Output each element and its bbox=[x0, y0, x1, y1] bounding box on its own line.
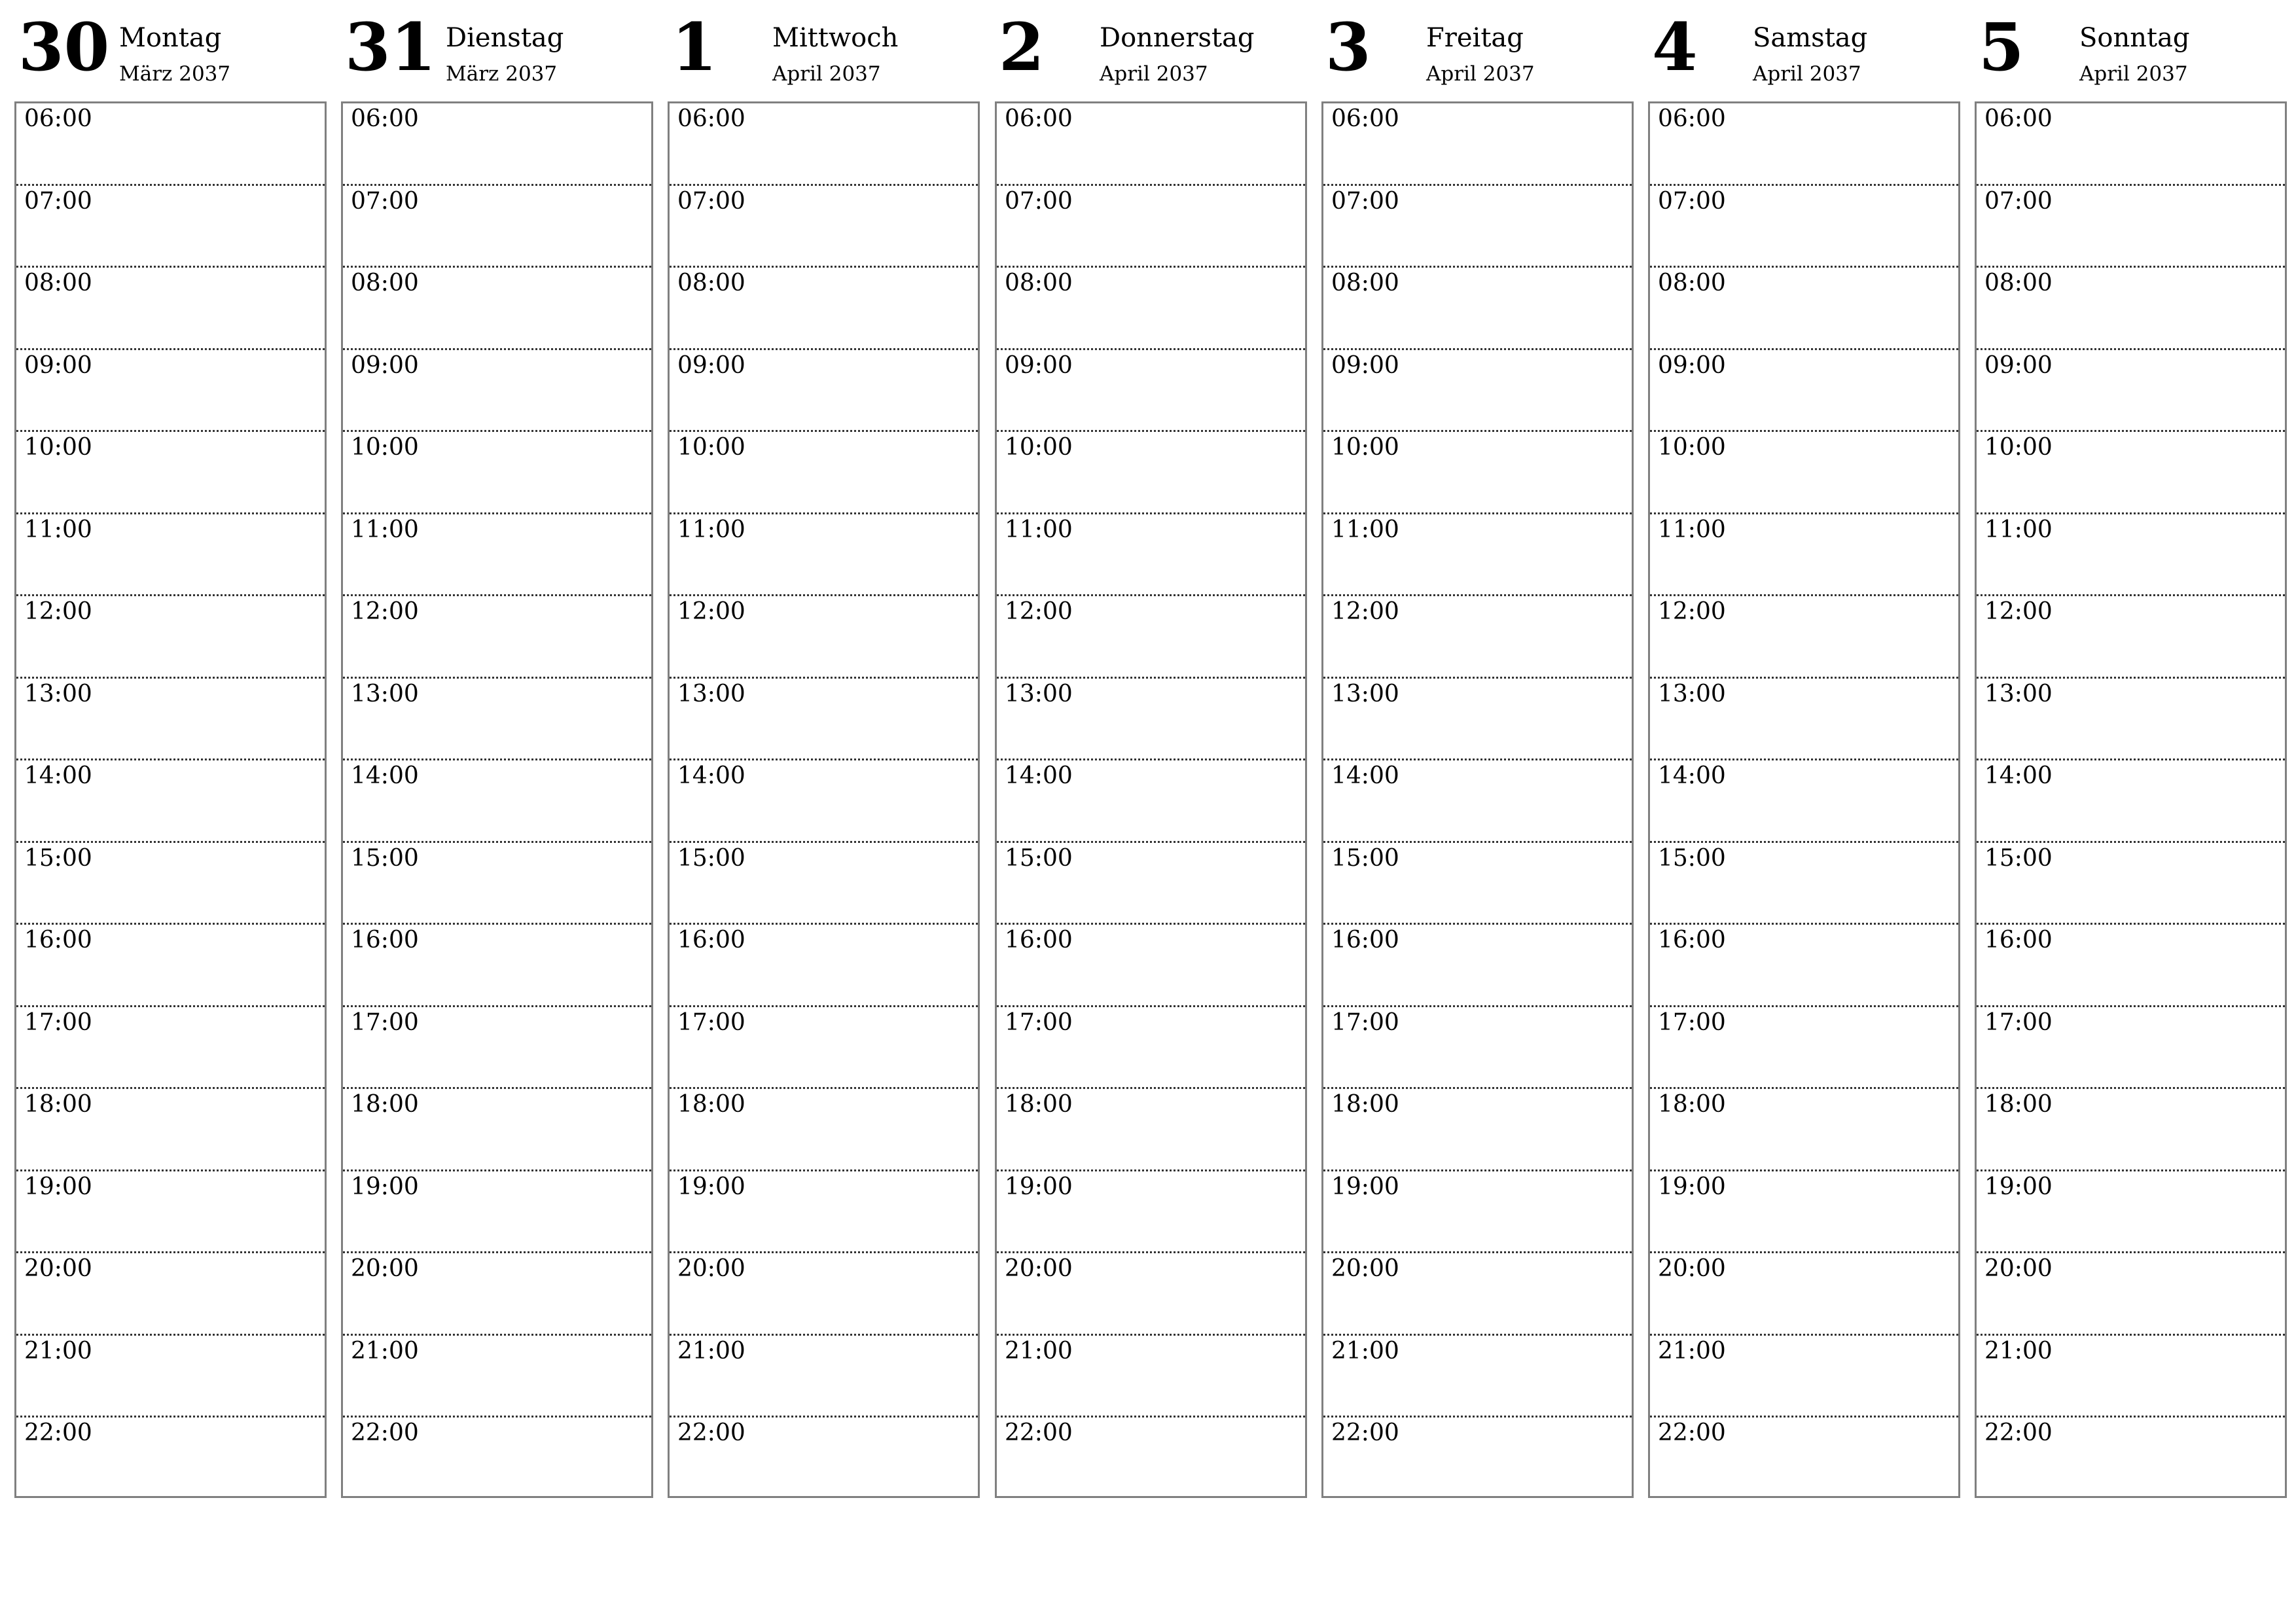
hour-label: 10:00 bbox=[351, 434, 419, 461]
hours-box bbox=[995, 101, 1307, 1498]
hour-label: 13:00 bbox=[1005, 680, 1073, 707]
hour-slot bbox=[997, 1007, 1305, 1090]
hour-slot bbox=[1323, 925, 1632, 1007]
hour-label: 07:00 bbox=[1984, 187, 2053, 215]
hour-slot bbox=[670, 103, 978, 186]
hour-slot bbox=[1323, 1253, 1632, 1336]
hour-slot bbox=[16, 186, 325, 268]
weekday-name: Samstag bbox=[1753, 23, 1868, 53]
hour-label: 21:00 bbox=[1658, 1337, 1726, 1364]
hour-slot bbox=[16, 1171, 325, 1254]
hour-slot bbox=[1977, 1336, 2285, 1418]
hour-slot bbox=[1650, 843, 1958, 925]
month-year: April 2037 bbox=[1100, 62, 1208, 86]
hour-label: 10:00 bbox=[1658, 434, 1726, 461]
hour-label: 17:00 bbox=[677, 1008, 745, 1036]
hour-label: 20:00 bbox=[1005, 1255, 1073, 1282]
hour-slot bbox=[670, 925, 978, 1007]
hour-label: 11:00 bbox=[1005, 516, 1073, 543]
hour-label: 18:00 bbox=[677, 1091, 745, 1118]
weekday-name: Montag bbox=[119, 23, 222, 53]
hour-label: 19:00 bbox=[1658, 1173, 1726, 1200]
hour-slot bbox=[670, 1418, 978, 1500]
hour-label: 16:00 bbox=[1984, 927, 2053, 954]
hour-label: 08:00 bbox=[1005, 270, 1073, 296]
hour-label: 08:00 bbox=[1984, 270, 2053, 296]
hour-label: 10:00 bbox=[1984, 434, 2053, 461]
hour-label: 15:00 bbox=[677, 844, 745, 872]
hour-label: 07:00 bbox=[1331, 187, 1399, 215]
hour-label: 12:00 bbox=[677, 598, 745, 625]
hour-slot bbox=[997, 679, 1305, 761]
hour-label: 17:00 bbox=[351, 1008, 419, 1036]
hour-label: 14:00 bbox=[1658, 762, 1726, 789]
day-column bbox=[1648, 0, 1960, 1505]
hour-slot bbox=[16, 679, 325, 761]
hour-label: 22:00 bbox=[1658, 1419, 1726, 1446]
hour-label: 19:00 bbox=[677, 1173, 745, 1200]
hour-label: 15:00 bbox=[351, 844, 419, 872]
hour-label: 16:00 bbox=[351, 927, 419, 954]
hour-slot bbox=[1650, 432, 1958, 514]
hour-label: 21:00 bbox=[1005, 1337, 1073, 1364]
hour-slot bbox=[1650, 514, 1958, 597]
day-column bbox=[14, 0, 327, 1505]
hour-label: 08:00 bbox=[1658, 270, 1726, 296]
hour-slot bbox=[1977, 1171, 2285, 1254]
hour-slot bbox=[1977, 1089, 2285, 1171]
hour-label: 22:00 bbox=[24, 1419, 92, 1446]
hour-label: 14:00 bbox=[351, 762, 419, 789]
hours-box bbox=[1975, 101, 2287, 1498]
hour-label: 06:00 bbox=[1984, 105, 2053, 132]
hour-slot bbox=[16, 350, 325, 433]
hour-label: 11:00 bbox=[1331, 516, 1399, 543]
hour-slot bbox=[1977, 760, 2285, 843]
hour-label: 15:00 bbox=[1984, 844, 2053, 872]
hour-slot bbox=[343, 925, 651, 1007]
hour-slot bbox=[997, 1336, 1305, 1418]
hour-label: 21:00 bbox=[1984, 1337, 2053, 1364]
hour-slot bbox=[1323, 350, 1632, 433]
hour-label: 15:00 bbox=[1658, 844, 1726, 872]
hour-slot bbox=[997, 843, 1305, 925]
hour-label: 18:00 bbox=[24, 1091, 92, 1118]
hour-label: 14:00 bbox=[24, 762, 92, 789]
hour-slot bbox=[16, 432, 325, 514]
day-number: 3 bbox=[1325, 9, 1371, 86]
day-number: 4 bbox=[1652, 9, 1698, 86]
hour-label: 08:00 bbox=[351, 270, 419, 296]
hour-slot bbox=[16, 843, 325, 925]
hour-slot bbox=[1977, 514, 2285, 597]
hour-slot bbox=[343, 268, 651, 350]
hours-box bbox=[668, 101, 980, 1498]
hour-label: 16:00 bbox=[677, 927, 745, 954]
hour-label: 13:00 bbox=[351, 680, 419, 707]
hour-label: 19:00 bbox=[24, 1173, 92, 1200]
hour-label: 19:00 bbox=[1005, 1173, 1073, 1200]
hour-label: 20:00 bbox=[1658, 1255, 1726, 1282]
hour-label: 13:00 bbox=[1658, 680, 1726, 707]
hour-slot bbox=[1650, 350, 1958, 433]
hour-slot bbox=[670, 679, 978, 761]
hour-slot bbox=[997, 103, 1305, 186]
hour-slot bbox=[1323, 760, 1632, 843]
hour-slot bbox=[1323, 679, 1632, 761]
hour-slot bbox=[1650, 596, 1958, 679]
hour-slot bbox=[1977, 350, 2285, 433]
hour-label: 19:00 bbox=[351, 1173, 419, 1200]
hour-slot bbox=[997, 760, 1305, 843]
hour-label: 22:00 bbox=[1331, 1419, 1399, 1446]
hour-label: 11:00 bbox=[24, 516, 92, 543]
hour-slot bbox=[1323, 1418, 1632, 1500]
hour-label: 20:00 bbox=[1984, 1255, 2053, 1282]
hour-slot bbox=[16, 1007, 325, 1090]
hour-label: 09:00 bbox=[1331, 351, 1399, 379]
hour-slot bbox=[1650, 1171, 1958, 1254]
hour-label: 13:00 bbox=[1331, 680, 1399, 707]
hour-label: 18:00 bbox=[351, 1091, 419, 1118]
hour-slot bbox=[1323, 432, 1632, 514]
hour-label: 10:00 bbox=[1331, 434, 1399, 461]
hour-slot bbox=[343, 1007, 651, 1090]
hour-label: 15:00 bbox=[24, 844, 92, 872]
hour-slot bbox=[1650, 679, 1958, 761]
hour-label: 08:00 bbox=[1331, 270, 1399, 296]
hour-label: 11:00 bbox=[351, 516, 419, 543]
hour-label: 17:00 bbox=[24, 1008, 92, 1036]
hour-slot bbox=[343, 432, 651, 514]
hour-label: 12:00 bbox=[1005, 598, 1073, 625]
hour-label: 06:00 bbox=[351, 105, 419, 132]
hour-slot bbox=[343, 514, 651, 597]
hour-slot bbox=[670, 596, 978, 679]
hour-slot bbox=[997, 514, 1305, 597]
month-year: März 2037 bbox=[446, 62, 558, 86]
hour-label: 06:00 bbox=[1331, 105, 1399, 132]
hour-slot bbox=[1977, 596, 2285, 679]
hour-slot bbox=[1977, 679, 2285, 761]
hour-slot bbox=[1977, 1007, 2285, 1090]
hour-label: 16:00 bbox=[1005, 927, 1073, 954]
hour-slot bbox=[343, 350, 651, 433]
hour-label: 18:00 bbox=[1005, 1091, 1073, 1118]
hour-slot bbox=[670, 432, 978, 514]
month-year: April 2037 bbox=[1426, 62, 1535, 86]
hour-label: 09:00 bbox=[24, 351, 92, 379]
hour-slot bbox=[1650, 925, 1958, 1007]
hour-label: 14:00 bbox=[1005, 762, 1073, 789]
month-year: März 2037 bbox=[119, 62, 231, 86]
hour-slot bbox=[16, 1089, 325, 1171]
hour-label: 06:00 bbox=[677, 105, 745, 132]
hour-label: 19:00 bbox=[1331, 1173, 1399, 1200]
hour-slot bbox=[1323, 596, 1632, 679]
hour-slot bbox=[997, 186, 1305, 268]
hour-slot bbox=[997, 350, 1305, 433]
hour-label: 09:00 bbox=[351, 351, 419, 379]
hour-slot bbox=[1977, 1418, 2285, 1500]
weekday-name: Mittwoch bbox=[772, 23, 899, 53]
hour-slot bbox=[670, 350, 978, 433]
hour-label: 10:00 bbox=[1005, 434, 1073, 461]
hour-label: 09:00 bbox=[1984, 351, 2053, 379]
hour-slot bbox=[997, 432, 1305, 514]
hour-slot bbox=[16, 268, 325, 350]
weekday-name: Sonntag bbox=[2079, 23, 2190, 53]
hour-label: 07:00 bbox=[1005, 187, 1073, 215]
hour-label: 17:00 bbox=[1005, 1008, 1073, 1036]
hour-slot bbox=[343, 1089, 651, 1171]
hour-label: 15:00 bbox=[1331, 844, 1399, 872]
hour-label: 16:00 bbox=[24, 927, 92, 954]
hour-slot bbox=[343, 103, 651, 186]
hour-label: 09:00 bbox=[1658, 351, 1726, 379]
hour-label: 20:00 bbox=[24, 1255, 92, 1282]
hour-slot bbox=[1977, 432, 2285, 514]
hour-slot bbox=[997, 1418, 1305, 1500]
hour-label: 12:00 bbox=[1658, 598, 1726, 625]
hours-box bbox=[1648, 101, 1960, 1498]
hour-slot bbox=[670, 1253, 978, 1336]
hour-slot bbox=[343, 1171, 651, 1254]
hour-label: 21:00 bbox=[351, 1337, 419, 1364]
hour-label: 22:00 bbox=[1984, 1419, 2053, 1446]
hour-label: 10:00 bbox=[24, 434, 92, 461]
hour-label: 12:00 bbox=[351, 598, 419, 625]
hour-slot bbox=[1323, 186, 1632, 268]
hour-label: 16:00 bbox=[1658, 927, 1726, 954]
hour-slot bbox=[1323, 1007, 1632, 1090]
hour-slot bbox=[997, 1171, 1305, 1254]
day-column bbox=[995, 0, 1307, 1505]
hour-label: 22:00 bbox=[677, 1419, 745, 1446]
hours-box bbox=[14, 101, 327, 1498]
hour-slot bbox=[343, 1336, 651, 1418]
hour-label: 11:00 bbox=[1984, 516, 2053, 543]
hour-label: 11:00 bbox=[677, 516, 745, 543]
hour-label: 10:00 bbox=[677, 434, 745, 461]
hour-slot bbox=[1977, 925, 2285, 1007]
hour-label: 14:00 bbox=[677, 762, 745, 789]
hour-label: 06:00 bbox=[1658, 105, 1726, 132]
hour-label: 11:00 bbox=[1658, 516, 1726, 543]
hour-label: 22:00 bbox=[1005, 1419, 1073, 1446]
hour-slot bbox=[1977, 1253, 2285, 1336]
hour-slot bbox=[1977, 843, 2285, 925]
hour-slot bbox=[343, 1253, 651, 1336]
hour-slot bbox=[670, 760, 978, 843]
hour-label: 21:00 bbox=[1331, 1337, 1399, 1364]
hour-slot bbox=[1650, 1007, 1958, 1090]
hour-label: 13:00 bbox=[677, 680, 745, 707]
day-column bbox=[668, 0, 980, 1505]
hour-label: 13:00 bbox=[24, 680, 92, 707]
weekday-name: Dienstag bbox=[446, 23, 564, 53]
hours-box bbox=[1321, 101, 1634, 1498]
hour-slot bbox=[1650, 1336, 1958, 1418]
hour-label: 07:00 bbox=[351, 187, 419, 215]
hour-slot bbox=[1323, 1171, 1632, 1254]
hour-slot bbox=[997, 925, 1305, 1007]
hour-slot bbox=[1650, 268, 1958, 350]
hour-slot bbox=[16, 925, 325, 1007]
hour-label: 17:00 bbox=[1331, 1008, 1399, 1036]
hour-slot bbox=[1323, 1336, 1632, 1418]
day-column bbox=[1975, 0, 2287, 1505]
month-year: April 2037 bbox=[2079, 62, 2188, 86]
hour-slot bbox=[670, 186, 978, 268]
day-number: 2 bbox=[999, 9, 1045, 86]
day-number: 31 bbox=[345, 9, 437, 86]
day-number: 5 bbox=[1979, 9, 2024, 86]
hour-slot bbox=[16, 760, 325, 843]
month-year: April 2037 bbox=[772, 62, 881, 86]
hour-label: 19:00 bbox=[1984, 1173, 2053, 1200]
hour-label: 09:00 bbox=[1005, 351, 1073, 379]
hour-label: 21:00 bbox=[24, 1337, 92, 1364]
hour-slot bbox=[997, 1253, 1305, 1336]
hour-label: 17:00 bbox=[1658, 1008, 1726, 1036]
hour-slot bbox=[997, 1089, 1305, 1171]
hour-slot bbox=[670, 1171, 978, 1254]
hour-label: 22:00 bbox=[351, 1419, 419, 1446]
hour-label: 18:00 bbox=[1331, 1091, 1399, 1118]
hour-label: 17:00 bbox=[1984, 1008, 2053, 1036]
hour-slot bbox=[343, 843, 651, 925]
hour-slot bbox=[343, 596, 651, 679]
hour-label: 08:00 bbox=[24, 270, 92, 296]
hour-label: 06:00 bbox=[1005, 105, 1073, 132]
hour-label: 18:00 bbox=[1658, 1091, 1726, 1118]
hour-label: 07:00 bbox=[24, 187, 92, 215]
hour-slot bbox=[1977, 103, 2285, 186]
hour-slot bbox=[1323, 514, 1632, 597]
hour-slot bbox=[16, 514, 325, 597]
month-year: April 2037 bbox=[1753, 62, 1861, 86]
hour-slot bbox=[343, 679, 651, 761]
weekday-name: Donnerstag bbox=[1100, 23, 1255, 53]
hour-label: 09:00 bbox=[677, 351, 745, 379]
hour-label: 15:00 bbox=[1005, 844, 1073, 872]
hour-slot bbox=[16, 1253, 325, 1336]
hour-label: 06:00 bbox=[24, 105, 92, 132]
hour-slot bbox=[1977, 268, 2285, 350]
hour-slot bbox=[1650, 760, 1958, 843]
hour-label: 07:00 bbox=[1658, 187, 1726, 215]
hour-slot bbox=[16, 1336, 325, 1418]
hour-slot bbox=[1323, 268, 1632, 350]
hour-label: 14:00 bbox=[1984, 762, 2053, 789]
hour-slot bbox=[670, 514, 978, 597]
hour-label: 14:00 bbox=[1331, 762, 1399, 789]
hour-slot bbox=[1650, 1089, 1958, 1171]
day-number: 30 bbox=[18, 9, 110, 86]
hour-slot bbox=[1323, 843, 1632, 925]
day-number: 1 bbox=[672, 9, 717, 86]
hour-slot bbox=[1650, 103, 1958, 186]
day-column bbox=[1321, 0, 1634, 1505]
hour-slot bbox=[670, 843, 978, 925]
hour-label: 12:00 bbox=[24, 598, 92, 625]
hour-slot bbox=[670, 1336, 978, 1418]
hour-slot bbox=[1650, 1418, 1958, 1500]
hour-label: 20:00 bbox=[351, 1255, 419, 1282]
hour-label: 13:00 bbox=[1984, 680, 2053, 707]
hour-label: 18:00 bbox=[1984, 1091, 2053, 1118]
hour-slot bbox=[16, 1418, 325, 1500]
hour-label: 20:00 bbox=[1331, 1255, 1399, 1282]
hour-slot bbox=[16, 103, 325, 186]
hour-slot bbox=[1650, 1253, 1958, 1336]
hour-slot bbox=[16, 596, 325, 679]
hour-slot bbox=[343, 186, 651, 268]
hours-box bbox=[341, 101, 653, 1498]
hour-slot bbox=[670, 1089, 978, 1171]
hour-label: 12:00 bbox=[1331, 598, 1399, 625]
hour-label: 20:00 bbox=[677, 1255, 745, 1282]
hour-slot bbox=[670, 1007, 978, 1090]
hour-slot bbox=[1323, 1089, 1632, 1171]
weekday-name: Freitag bbox=[1426, 23, 1524, 53]
day-column bbox=[341, 0, 653, 1505]
hour-slot bbox=[670, 268, 978, 350]
hour-label: 21:00 bbox=[677, 1337, 745, 1364]
hour-slot bbox=[343, 1418, 651, 1500]
hour-slot bbox=[343, 760, 651, 843]
hour-slot bbox=[997, 596, 1305, 679]
hour-label: 08:00 bbox=[677, 270, 745, 296]
hour-label: 16:00 bbox=[1331, 927, 1399, 954]
hour-label: 07:00 bbox=[677, 187, 745, 215]
hour-slot bbox=[997, 268, 1305, 350]
hour-label: 12:00 bbox=[1984, 598, 2053, 625]
hour-slot bbox=[1977, 186, 2285, 268]
hour-slot bbox=[1650, 186, 1958, 268]
hour-slot bbox=[1323, 103, 1632, 186]
